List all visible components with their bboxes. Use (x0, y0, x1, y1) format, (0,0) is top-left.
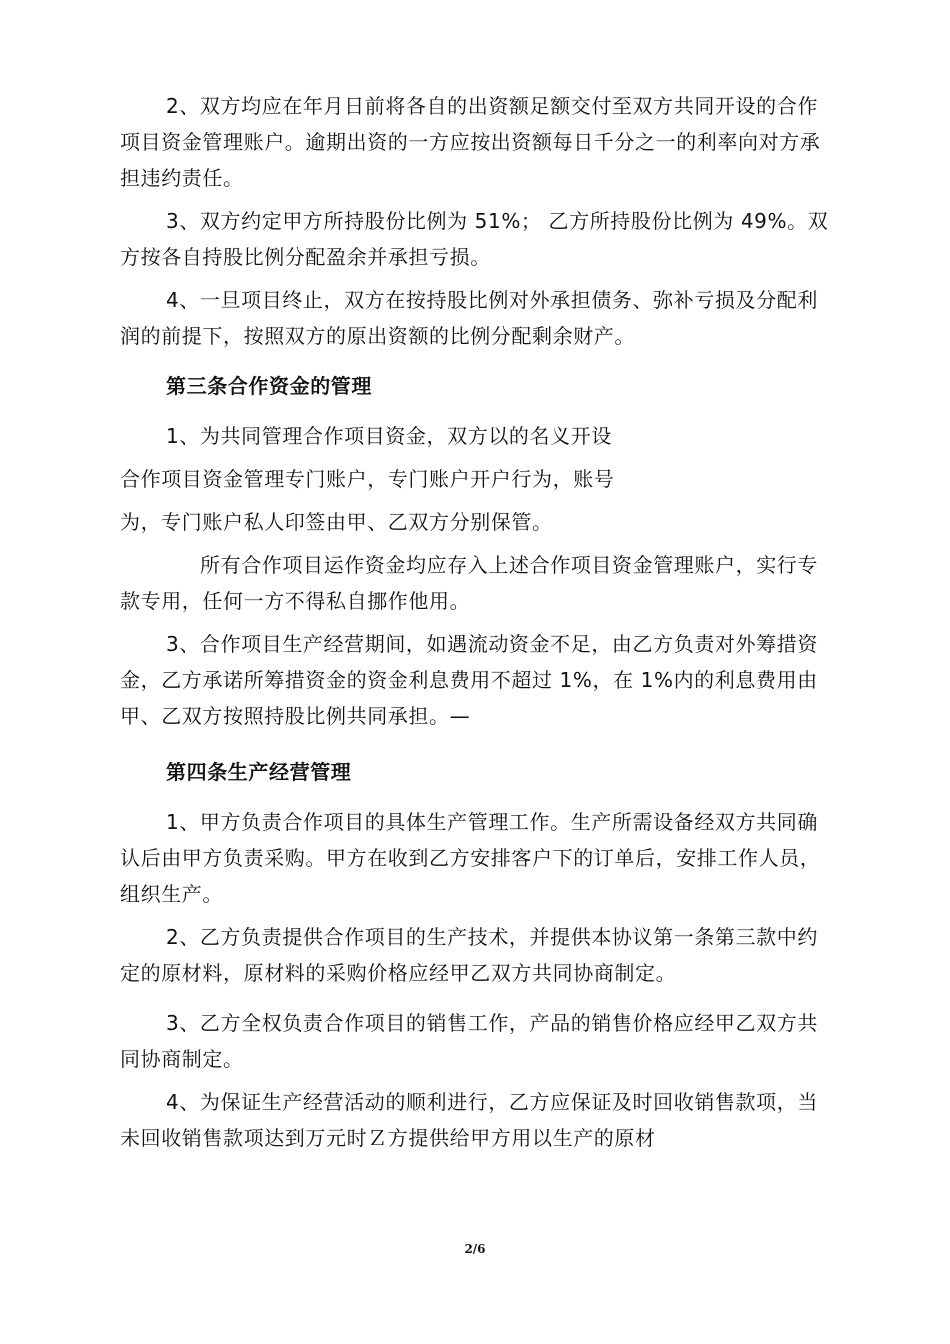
document-body (120, 88, 835, 1156)
clause-paragraph: 3、合作项目生产经营期间，如遇流动资金不足，由乙方负责对外筹措资金，乙方承诺所筹措资金的资金利息费用不超过 1%，在 1%内的利息费用由甲、乙双方按照持股比例共同承担。— (120, 632, 818, 728)
clause-paragraph: 为，专门账户私人印签由甲、乙双方分别保管。 (120, 510, 553, 534)
clause-paragraph: 3、双方约定甲方所持股份比例为 51%； 乙方所持股份比例为 49%。双方按各自持股比例分配盈余并承担亏损。 (120, 209, 829, 269)
clause-paragraph: 2、乙方负责提供合作项目的生产技术，并提供本协议第一条第三款中约定的原材料，原材料的采购价格应经甲乙双方共同协商制定。 (120, 925, 818, 985)
section-heading: 第三条合作资金的管理 (166, 374, 372, 398)
clause-paragraph: 所有合作项目运作资金均应存入上述合作项目资金管理账户，实行专款专用，任何一方不得私自挪作他用。 (120, 553, 818, 613)
clause-paragraph: 合作项目资金管理专门账户，专门账户开户行为，账号 (120, 467, 615, 491)
page-number: 2/6 (464, 1242, 486, 1256)
section-heading: 第四条生产经营管理 (166, 760, 352, 784)
clause-paragraph: 2、双方均应在年月日前将各自的出资额足额交付至双方共同开设的合作项目资金管理账户。逾期出资的一方应按出资额每日千分之一的利率向对方承担违约责任。 (120, 94, 821, 190)
clause-paragraph: 4、为保证生产经营活动的顺利进行，乙方应保证及时回收销售款项，当未回收销售款项达到万元时Ｚ方提供给甲方用以生产的原材 (120, 1090, 818, 1150)
clause-paragraph: 3、乙方全权负责合作项目的销售工作，产品的销售价格应经甲乙双方共同协商制定。 (120, 1011, 818, 1071)
clause-paragraph: 4、一旦项目终止，双方在按持股比例对外承担债务、弥补亏损及分配利润的前提下，按照双方的原出资额的比例分配剩余财产。 (120, 288, 818, 348)
clause-paragraph: 1、为共同管理合作项目资金，双方以的名义开设 (166, 424, 612, 448)
clause-paragraph: 1、甲方负责合作项目的具体生产管理工作。生产所需设备经双方共同确认后由甲方负责采购。甲方在收到乙方安排客户下的订单后，安排工作人员，组织生产。 (120, 810, 821, 906)
